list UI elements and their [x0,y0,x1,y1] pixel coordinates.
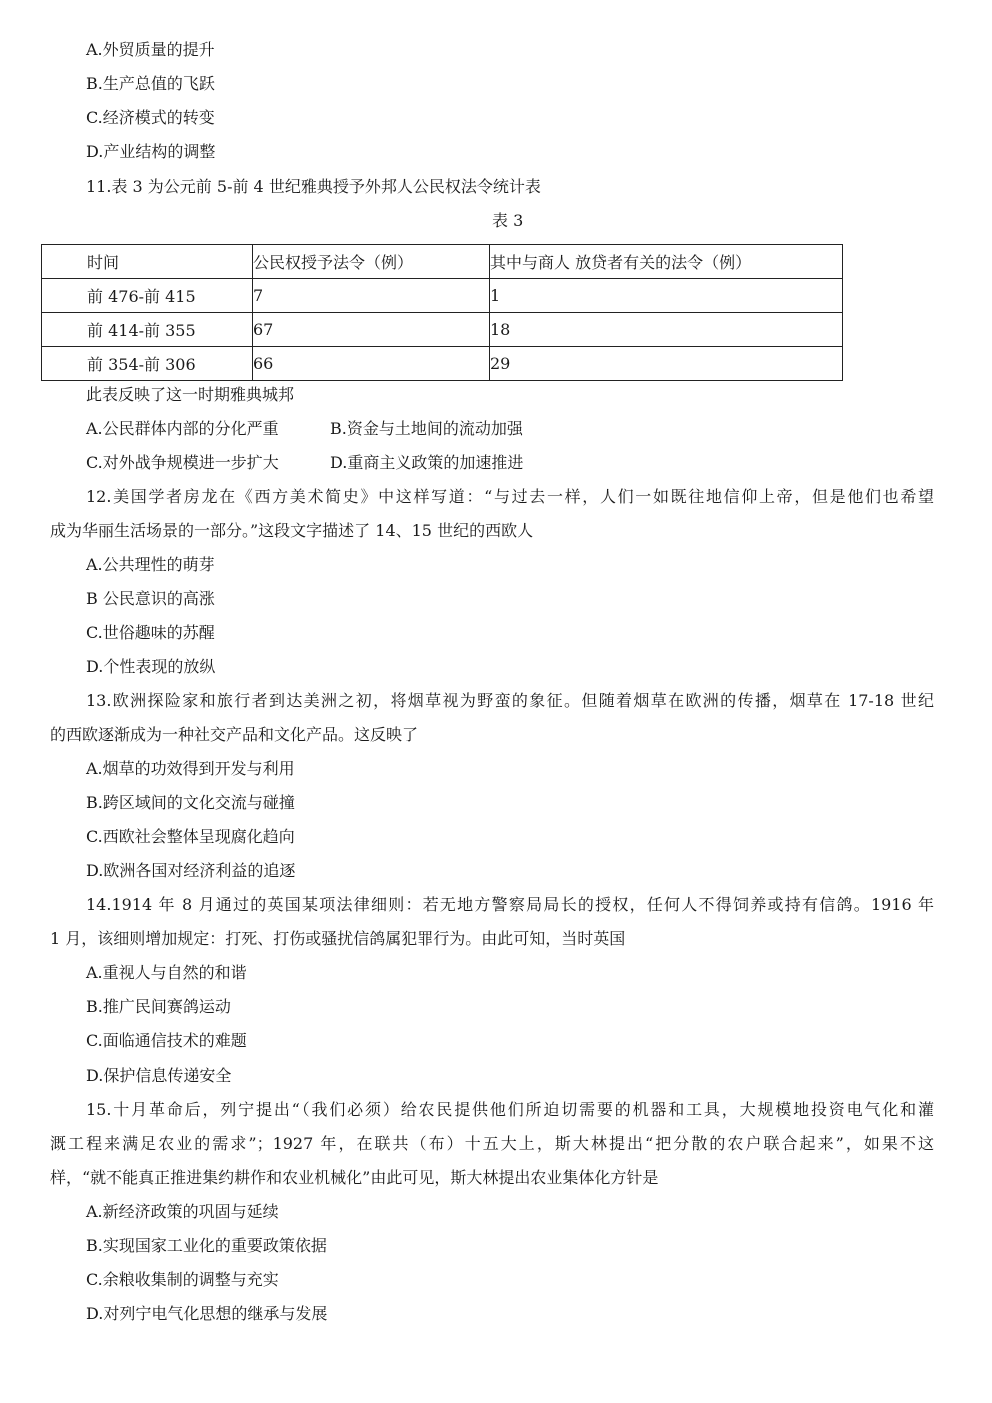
q15-option-c: C.余粮收集制的调整与充实 [86,1270,279,1289]
table-caption: 表 3 [492,211,524,230]
q13-option-a: A.烟草的功效得到开发与利用 [86,759,295,778]
q10-option-d: D.产业结构的调整 [86,142,216,161]
q11-option-c: C.对外战争规模进一步扩大 [86,453,279,472]
statistics-table [41,244,843,381]
table-row [42,313,843,347]
q15-option-b: B.实现国家工业化的重要政策依据 [86,1236,327,1255]
q14-stem-line-2: 1 月，该细则增加规定：打死、打伤或骚扰信鸽属犯罪行为。由此可知，当时英国 [50,929,626,948]
table-header-cell: 时间 [42,245,253,279]
table-header-row [42,245,843,279]
q12-stem-line-2: 成为华丽生活场景的一部分。”这段文字描述了 14、15 世纪的西欧人 [50,521,534,540]
table-cell: 18 [490,313,843,347]
q10-option-b: B.生产总值的飞跃 [86,74,215,93]
table-cell: 29 [490,347,843,381]
table-header-cell: 其中与商人 放贷者有关的法令（例） [490,245,843,279]
q11-options-row-2 [86,452,524,474]
q12-option-a: A.公共理性的萌芽 [86,555,215,574]
table-header-cell: 公民权授予法令（例） [253,245,490,279]
table-cell: 1 [490,279,843,313]
q14-option-d: D.保护信息传递安全 [86,1066,232,1085]
q10-option-a: A.外贸质量的提升 [86,40,215,59]
q12-option-b: B 公民意识的高涨 [86,589,215,608]
q12-stem-line-1: 12.美国学者房龙在《西方美术简史》中这样写道：“与过去一样，人们一如既往地信仰上帝，但是他们也希望 [86,487,934,506]
q15-stem-line-2: 溉工程来满足农业的需求”；1927 年，在联共（布）十五大上，斯大林提出“把分散的农户联合起来”，如果不这 [50,1134,934,1153]
table-cell: 前 476-前 415 [42,279,253,313]
q13-option-b: B.跨区域间的文化交流与碰撞 [86,793,295,812]
q14-option-c: C.面临通信技术的难题 [86,1031,247,1050]
table-row [42,279,843,313]
q13-option-c: C.西欧社会整体呈现腐化趋向 [86,827,295,846]
q13-stem-line-1: 13.欧洲探险家和旅行者到达美洲之初，将烟草视为野蛮的象征。但随着烟草在欧洲的传播，烟草在 17-18 世纪 [86,691,934,710]
q13-stem-line-2: 的西欧逐渐成为一种社交产品和文化产品。这反映了 [50,725,419,744]
q15-stem-line-1: 15.十月革命后，列宁提出“（我们必须）给农民提供他们所迫切需要的机器和工具，大规模地投资电气化和灌 [86,1100,934,1119]
q10-option-c: C.经济模式的转变 [86,108,215,127]
table-cell: 7 [253,279,490,313]
q14-option-a: A.重视人与自然的和谐 [86,963,247,982]
q15-option-d: D.对列宁电气化思想的继承与发展 [86,1304,328,1323]
q11-option-b: B.资金与土地间的流动加强 [330,419,523,438]
q11-stem: 11.表 3 为公元前 5-前 4 世纪雅典授予外邦人公民权法令统计表 [86,177,541,196]
q14-stem-line-1: 14.1914 年 8 月通过的英国某项法律细则：若无地方警察局局长的授权，任何人不得饲养或持有信鸽。1916 年 [86,895,934,914]
q12-option-d: D.个性表现的放纵 [86,657,216,676]
table-cell: 66 [253,347,490,381]
q13-option-d: D.欧洲各国对经济利益的追逐 [86,861,296,880]
q11-after-text: 此表反映了这一时期雅典城邦 [86,385,295,404]
table-row [42,347,843,381]
q15-option-a: A.新经济政策的巩固与延续 [86,1202,279,1221]
q11-option-a: A.公民群体内部的分化严重 [86,419,279,438]
table-cell: 前 414-前 355 [42,313,253,347]
q12-option-c: C.世俗趣味的苏醒 [86,623,215,642]
table-cell: 67 [253,313,490,347]
q15-stem-line-3: 样，“就不能真正推进集约耕作和农业机械化”由此可见，斯大林提出农业集体化方针是 [50,1168,659,1187]
q14-option-b: B.推广民间赛鸽运动 [86,997,231,1016]
table-cell: 前 354-前 306 [42,347,253,381]
q11-options-row-1 [86,418,523,440]
q11-option-d: D.重商主义政策的加速推进 [330,453,524,472]
